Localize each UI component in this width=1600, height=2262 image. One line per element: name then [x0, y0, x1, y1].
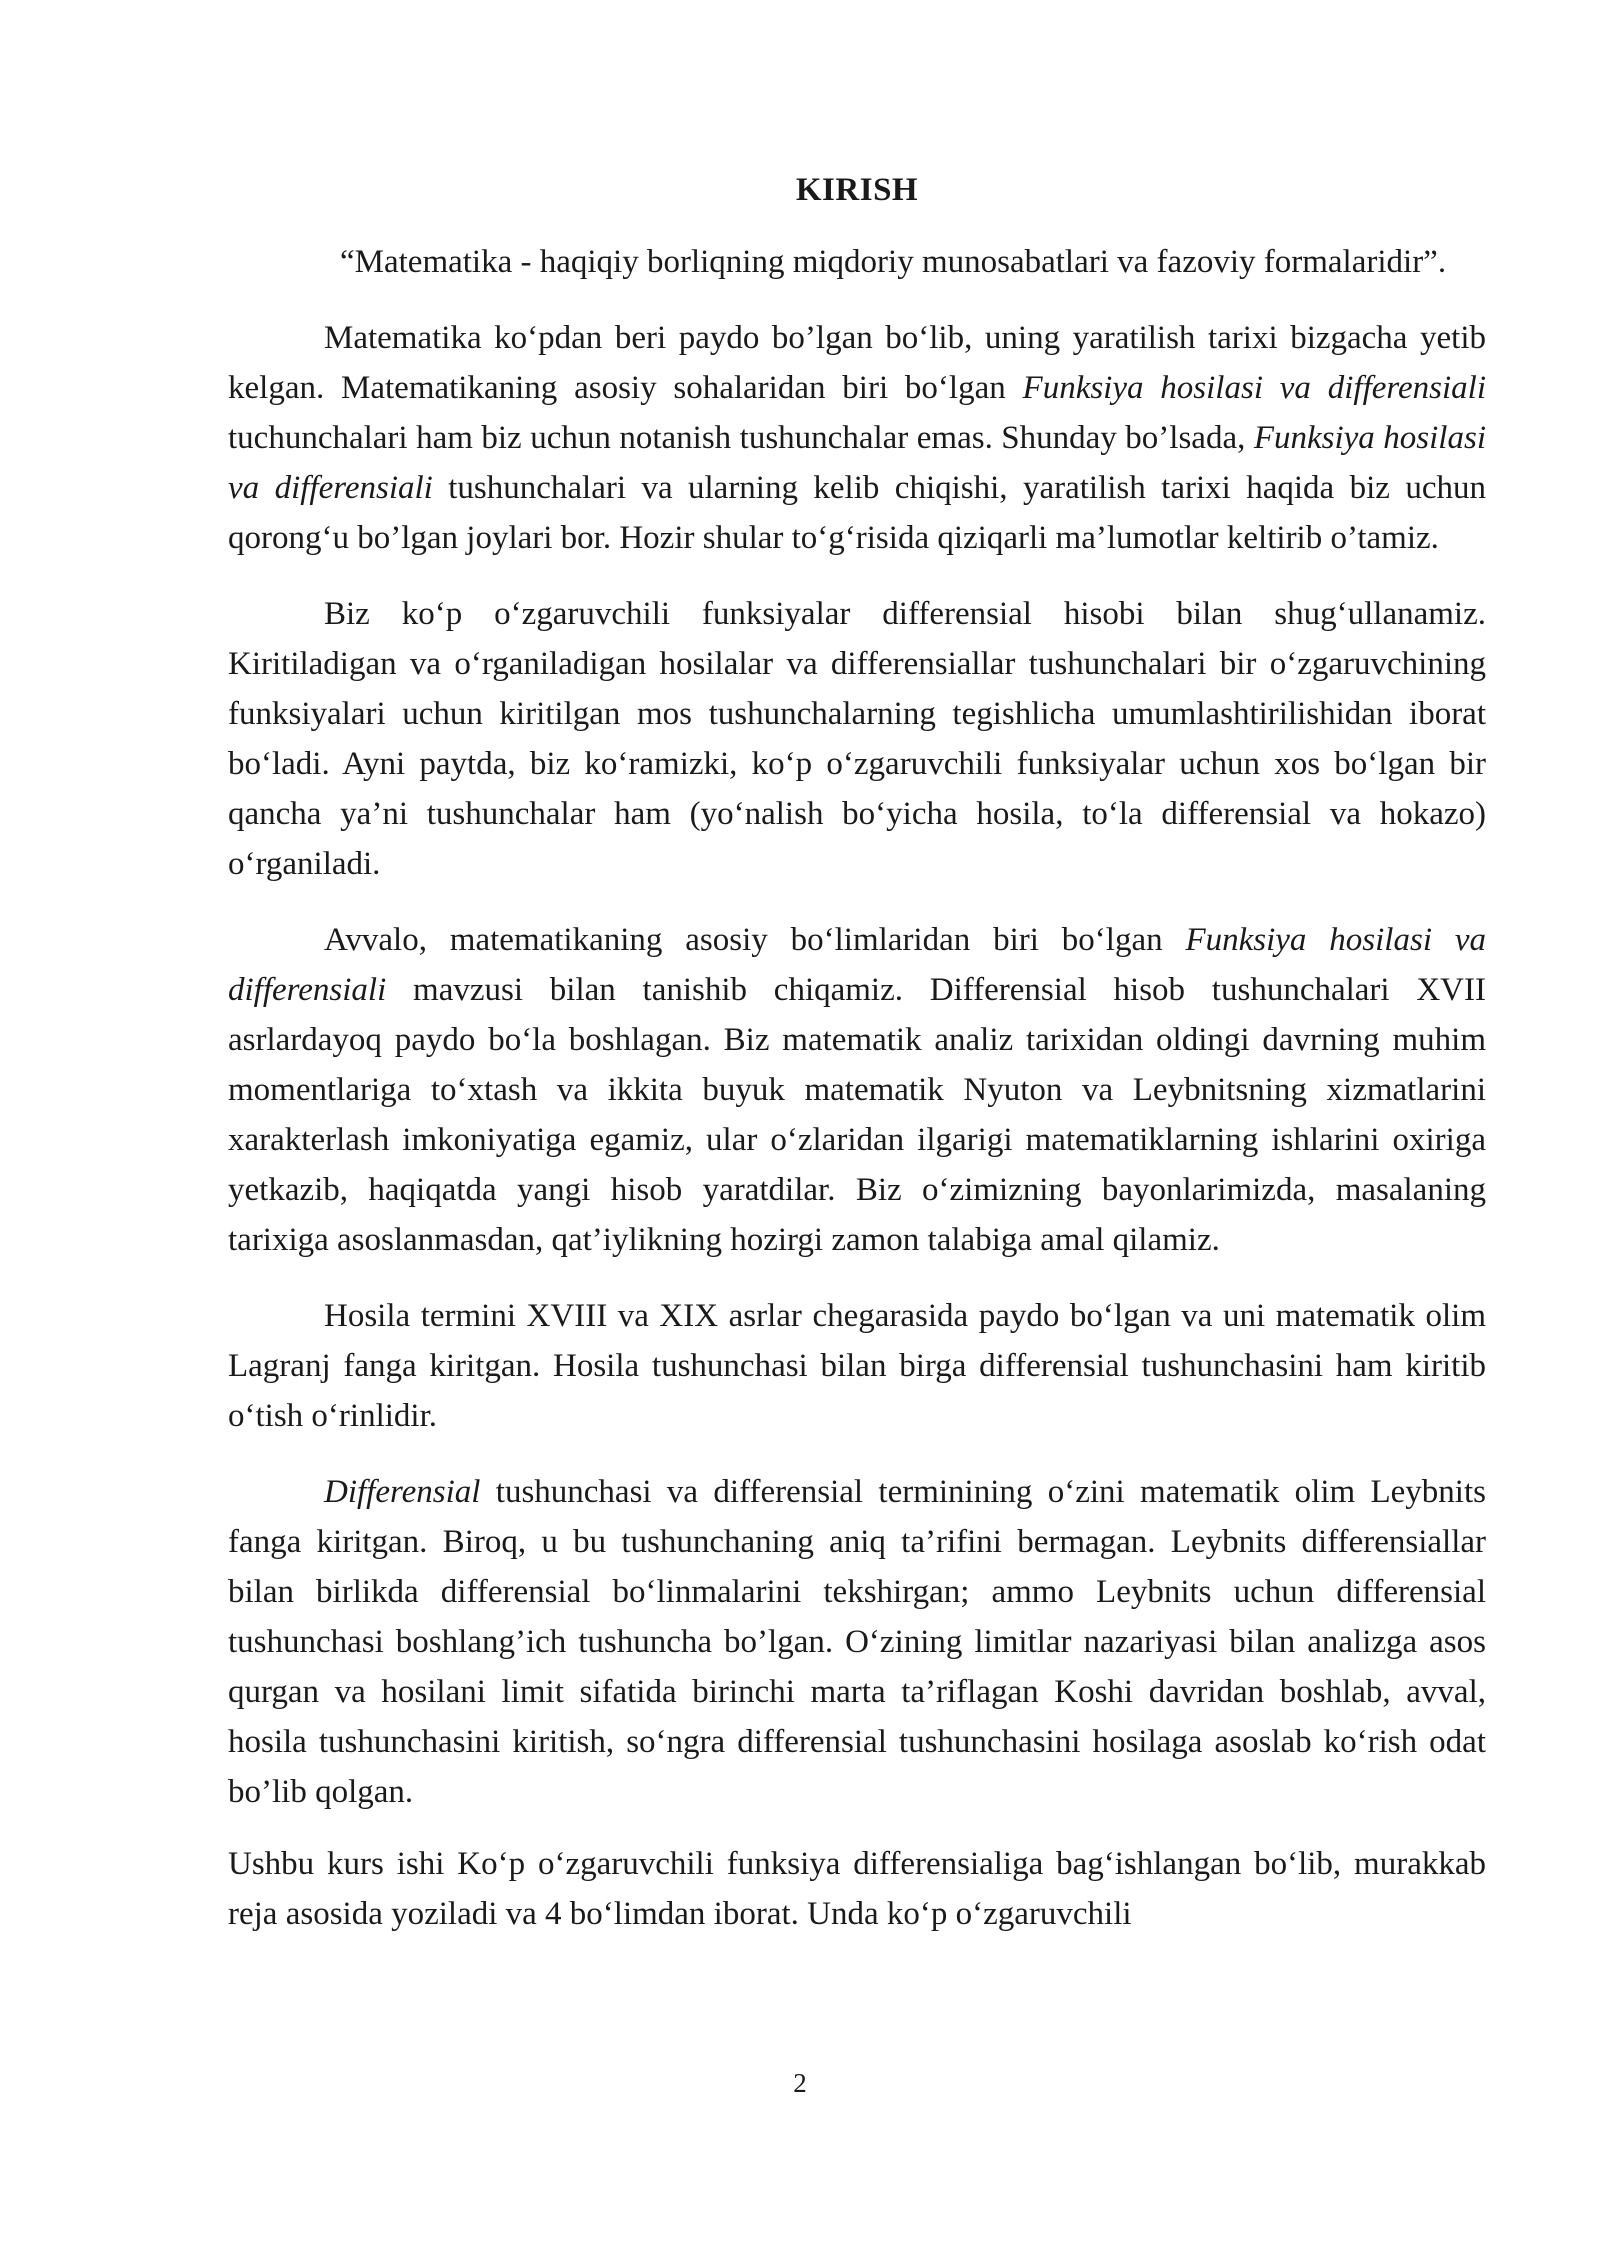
- section-title: KIRISH: [795, 172, 919, 208]
- paragraph-text: tushunchasi va differensial terminining o‘zini matematik olim Leybnits fanga kiritgan. Biroq, u bu tushunchaning aniq ta’rifini bermagan. Leybnits differensiallar bilan birlikda differensial bo‘linmalarini tekshirgan; ammo Leybnits uchun differensial tushunchasi boshlang’ich tushuncha bo’lgan. O‘zining limitlar nazariyasi bilan analizga asos qurgan va hosilani limit sifatida birinchi marta ta’riflagan Koshi davridan boshlab, avval, hosila tushunchasini kiritish, so‘ngra differensial tushunchasini hosilaga asoslab ko‘rish odat bo’lib qolgan.: [228, 1474, 1486, 1810]
- paragraph-text: tushunchalari va ularning kelib chiqishi, yaratilish tarixi haqida biz uchun qorong‘u bo’lgan joylari bor. Hozir shular to‘g‘risida qiziqarli ma’lumotlar keltirib o’tamiz.: [228, 470, 1486, 556]
- paragraph-multivariable: Biz ko‘p o‘zgaruvchili funksiyalar differensial hisobi bilan shug‘ullanamiz. Kiritiladigan va o‘rganiladigan hosilalar va differensiallar tushunchalari bir o‘zgaruvchining funksiyalari uchun kiritilgan mos tushunchalarning tegishlicha umumlashtirilishidan iborat bo‘ladi. Ayni paytda, biz ko‘ramizki, ko‘p o‘zgaruvchili funksiyalar uchun xos bo‘lgan bir qancha ya’ni tushunchalar ham (yo‘nalish bo‘yicha hosila, to‘la differensial va hokazo) o‘rganiladi.: [228, 596, 1486, 882]
- epigraph-quote: “Matematika - haqiqiy borliqning miqdoriy munosabatlari va fazoviy formalaridir”.: [340, 244, 1447, 280]
- italic-term: Funksiya hosilasi va differensiali: [1022, 370, 1486, 406]
- page-number: 2: [793, 2068, 807, 2098]
- paragraph-text: Matematika ko‘pdan beri paydo bo’lgan bo‘lib, uning yaratilish tarixi bizgacha yetib kelgan. Matematikaning asosiy sohalaridan biri bo‘lgan: [228, 320, 1486, 406]
- paragraph-text: tuchunchalari ham biz uchun notanish tushunchalar emas. Shunday bo’lsada,: [228, 420, 1254, 456]
- paragraph-text: mavzusi bilan tanishib chiqamiz. Differensial hisob tushunchalari XVII asrlardayoq paydo bo‘la boshlagan. Biz matematik analiz tarixidan oldingi davrning muhim momentlariga to‘xtash va ikkita buyuk matematik Nyuton va Leybnitsning xizmatlarini xarakterlash imkoniyatiga egamiz, ular o‘zlaridan ilgarigi matematiklarning ishlarini oxiriga yetkazib, haqiqatda yangi hisob yaratdilar. Biz o‘zimizning bayonlarimizda, masalaning tarixiga asoslanmasdan, qat’iylikning hozirgi zamon talabiga amal qilamiz.: [228, 972, 1486, 1258]
- paragraph-newton-leibniz: [228, 915, 1486, 1265]
- paragraph-lagrange: Hosila termini XVIII va XIX asrlar chegarasida paydo bo‘lgan va uni matematik olim Lagranj fanga kiritgan. Hosila tushunchasi bilan birga differensial tushunchasini ham kiritib o‘tish o‘rinlidir.: [228, 1298, 1486, 1434]
- paragraph-differential: [228, 1467, 1486, 1817]
- italic-term: Funksiya hosilasi va differensiali: [228, 420, 1486, 506]
- paragraph-history: [228, 313, 1486, 563]
- paragraph-text: Avvalo, matematikaning asosiy bo‘limlaridan biri bo‘lgan: [324, 922, 1186, 958]
- italic-term: Funksiya hosilasi va differensiali: [228, 922, 1486, 1008]
- paragraph-course-work: Ushbu kurs ishi Ko‘p o‘zgaruvchili funksiya differensialiga bag‘ishlangan bo‘lib, murakkab reja asosida yoziladi va 4 bo‘limdan iborat. Unda ko‘p o‘zgaruvchili: [228, 1846, 1486, 1932]
- page-content: [228, 165, 1486, 1939]
- italic-term: Differensial: [324, 1474, 481, 1510]
